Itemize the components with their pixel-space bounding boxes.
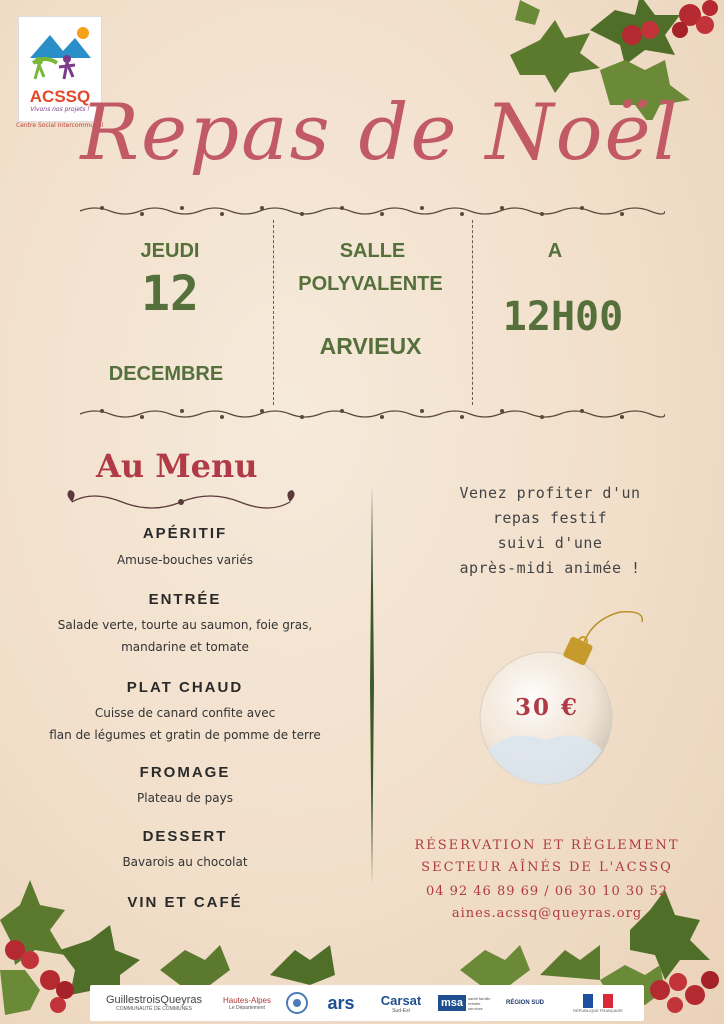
info-separator-right <box>472 220 473 405</box>
partner-sub: COMMUNAUTÉ DE COMMUNES <box>116 1006 192 1012</box>
menu-heading-fromage: FROMAGE <box>139 764 231 781</box>
vine-divider-bottom <box>80 407 665 421</box>
reservation-phone: 04 92 46 89 69 / 06 30 10 30 52 <box>425 884 669 899</box>
partner-name: ars <box>327 992 355 1013</box>
partner-sub: Sud-Est <box>392 1007 410 1014</box>
invitation-line: après-midi animée ! <box>459 559 641 577</box>
page-title: Repas de Noël <box>80 88 680 178</box>
menu-item-aperitif: Amuse-bouches variés <box>116 553 254 567</box>
event-venue-line2: POLYVALENTE <box>298 273 443 295</box>
event-day: JEUDI <box>140 240 200 262</box>
event-date-number: 12 <box>141 266 199 322</box>
invitation-line: Venez profiter d'un <box>459 484 641 502</box>
partner-logo-guillestrois <box>94 985 214 1021</box>
partner-name: Hautes-Alpes <box>222 995 272 1005</box>
partner-name: GuillestroisQueyras <box>106 994 202 1006</box>
menu-heading-aperitif: APÉRITIF <box>142 525 228 542</box>
invitation-line: repas festif <box>492 509 608 527</box>
reservation-email: aines.acssq@queyras.org <box>451 906 643 921</box>
info-separator-left <box>273 220 274 405</box>
holly-bottom-center-decoration <box>160 930 600 990</box>
partner-logo-msa <box>436 985 496 1021</box>
partner-logo-ars <box>316 985 366 1021</box>
logo-tagline: Vivons nos projets ! <box>30 106 90 113</box>
event-time: 12H00 <box>502 294 624 340</box>
partner-sub: Le Département <box>229 1004 265 1011</box>
vertical-divider <box>369 485 375 885</box>
partner-logo-hautes-alpes <box>218 985 276 1021</box>
partner-name: RÉGION SUD <box>505 1000 544 1006</box>
reservation-line2: SECTEUR AÎNÉS DE L'ACSSQ <box>421 860 673 875</box>
logo-wordmark: ACSSQ <box>29 87 91 106</box>
event-venue-town: ARVIEUX <box>319 333 422 359</box>
menu-item-dessert: Bavarois au chocolat <box>122 855 248 869</box>
menu-item-fromage: Plateau de pays <box>137 791 233 805</box>
mountain-people-icon <box>25 23 95 85</box>
reservation-line1: RÉSERVATION ET RÈGLEMENT <box>414 838 680 853</box>
invitation-line: suivi d'une <box>497 534 603 552</box>
partner-logo-republique <box>556 985 640 1021</box>
partner-name: RÉPUBLIQUE FRANÇAISE <box>573 1007 623 1013</box>
emblem-icon <box>285 991 309 1015</box>
partner-name: msa <box>438 995 466 1011</box>
partner-name: Carsat <box>380 992 422 1008</box>
partner-logos-bar <box>90 985 644 1021</box>
vine-divider-top <box>80 204 665 218</box>
menu-item-entree-2: mandarine et tomate <box>121 640 249 654</box>
french-flag-icon <box>583 994 613 1008</box>
logo-subtitle: Centre Social Intercommunal <box>16 122 104 129</box>
menu-item-entree-1: Salade verte, tourte au saumon, foie gras, <box>57 618 313 632</box>
partner-logo-emblem <box>282 985 312 1021</box>
invitation-text <box>400 481 700 581</box>
price-label: 30 € <box>514 694 580 721</box>
menu-heading-dessert: DESSERT <box>142 828 228 845</box>
menu-item-plat-1: Cuisse de canard confite avec <box>94 706 276 720</box>
menu-heading-vin-cafe: VIN ET CAFÉ <box>127 894 243 911</box>
menu-title: Au Menu <box>96 447 258 485</box>
menu-heading-entree: ENTRÉE <box>148 591 222 608</box>
event-venue-line1: SALLE <box>339 240 406 262</box>
partner-logo-carsat <box>370 985 432 1021</box>
menu-item-plat-2: flan de légumes et gratin de pomme de terre <box>49 728 321 742</box>
event-month: DECEMBRE <box>108 363 224 385</box>
partner-sub: santé famille retraite services <box>468 995 491 1011</box>
menu-flourish <box>62 488 300 516</box>
menu-heading-plat: PLAT CHAUD <box>126 679 244 696</box>
partner-logo-region-sud <box>500 985 550 1021</box>
event-time-prefix: A <box>547 240 563 262</box>
